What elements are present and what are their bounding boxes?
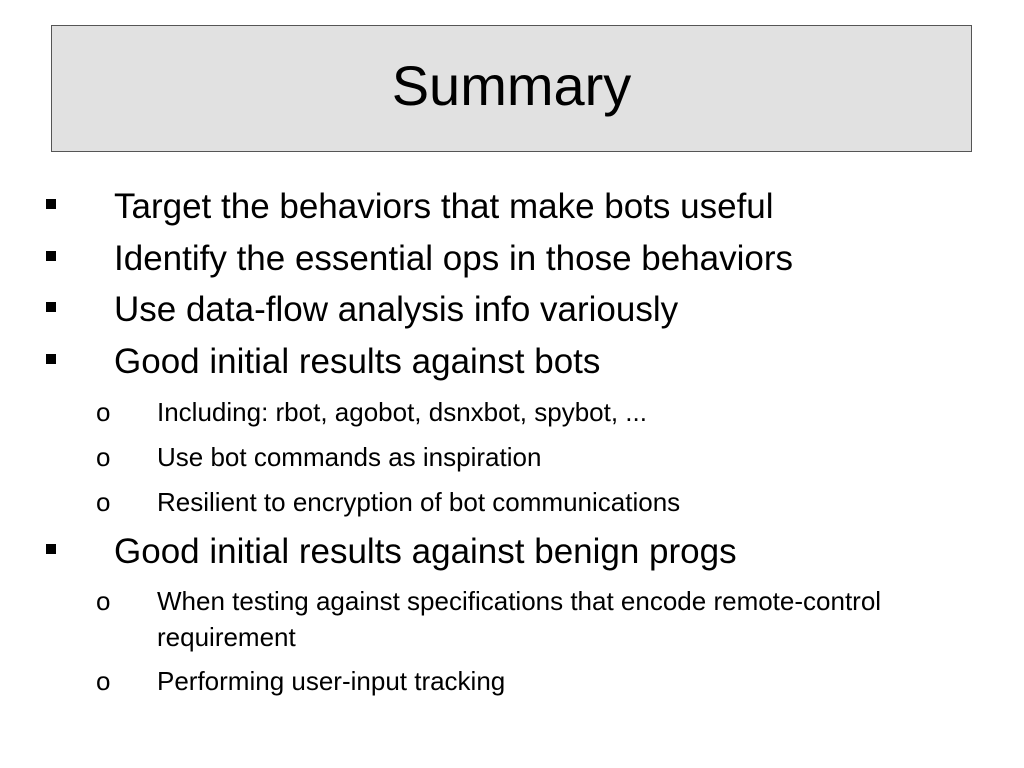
circle-bullet-icon: o	[96, 397, 111, 427]
square-bullet-icon	[46, 544, 56, 554]
bullet-text: Use data-flow analysis info variously	[114, 290, 679, 329]
circle-bullet-icon: o	[96, 666, 111, 696]
sub-bullet-item	[0, 484, 1024, 520]
square-bullet-icon	[46, 354, 56, 364]
bullet-item	[0, 340, 1024, 384]
sub-bullet-text: Including: rbot, agobot, dsnxbot, spybot, ...	[157, 397, 647, 427]
title-box	[51, 25, 972, 152]
square-bullet-icon	[46, 251, 56, 261]
slide-title: Summary	[391, 53, 632, 117]
bullet-text: Identify the essential ops in those behaviors	[114, 239, 794, 278]
sub-bullet-text: Resilient to encryption of bot communications	[157, 487, 681, 517]
sub-bullet-text: Performing user-input tracking	[157, 666, 506, 696]
square-bullet-icon	[46, 302, 56, 312]
circle-bullet-icon: o	[96, 487, 111, 517]
square-bullet-icon	[46, 199, 56, 209]
bullet-text: Good initial results against bots	[114, 342, 601, 381]
bullet-item	[0, 530, 1024, 574]
circle-bullet-icon: o	[96, 586, 111, 616]
circle-bullet-icon: o	[96, 442, 111, 472]
bullet-item	[0, 237, 1024, 281]
bullet-item	[0, 288, 1024, 332]
sub-bullet-item	[0, 394, 1024, 430]
sub-bullet-item	[0, 583, 1024, 655]
sub-bullet-text: When testing against specifications that encode remote-control requirement	[157, 586, 882, 652]
sub-bullet-item	[0, 663, 1024, 699]
sub-bullet-item	[0, 439, 1024, 475]
sub-bullet-text: Use bot commands as inspiration	[157, 442, 542, 472]
bullet-text: Target the behaviors that make bots useful	[114, 187, 774, 226]
bullet-item	[0, 185, 1024, 229]
bullet-text: Good initial results against benign progs	[114, 532, 737, 571]
